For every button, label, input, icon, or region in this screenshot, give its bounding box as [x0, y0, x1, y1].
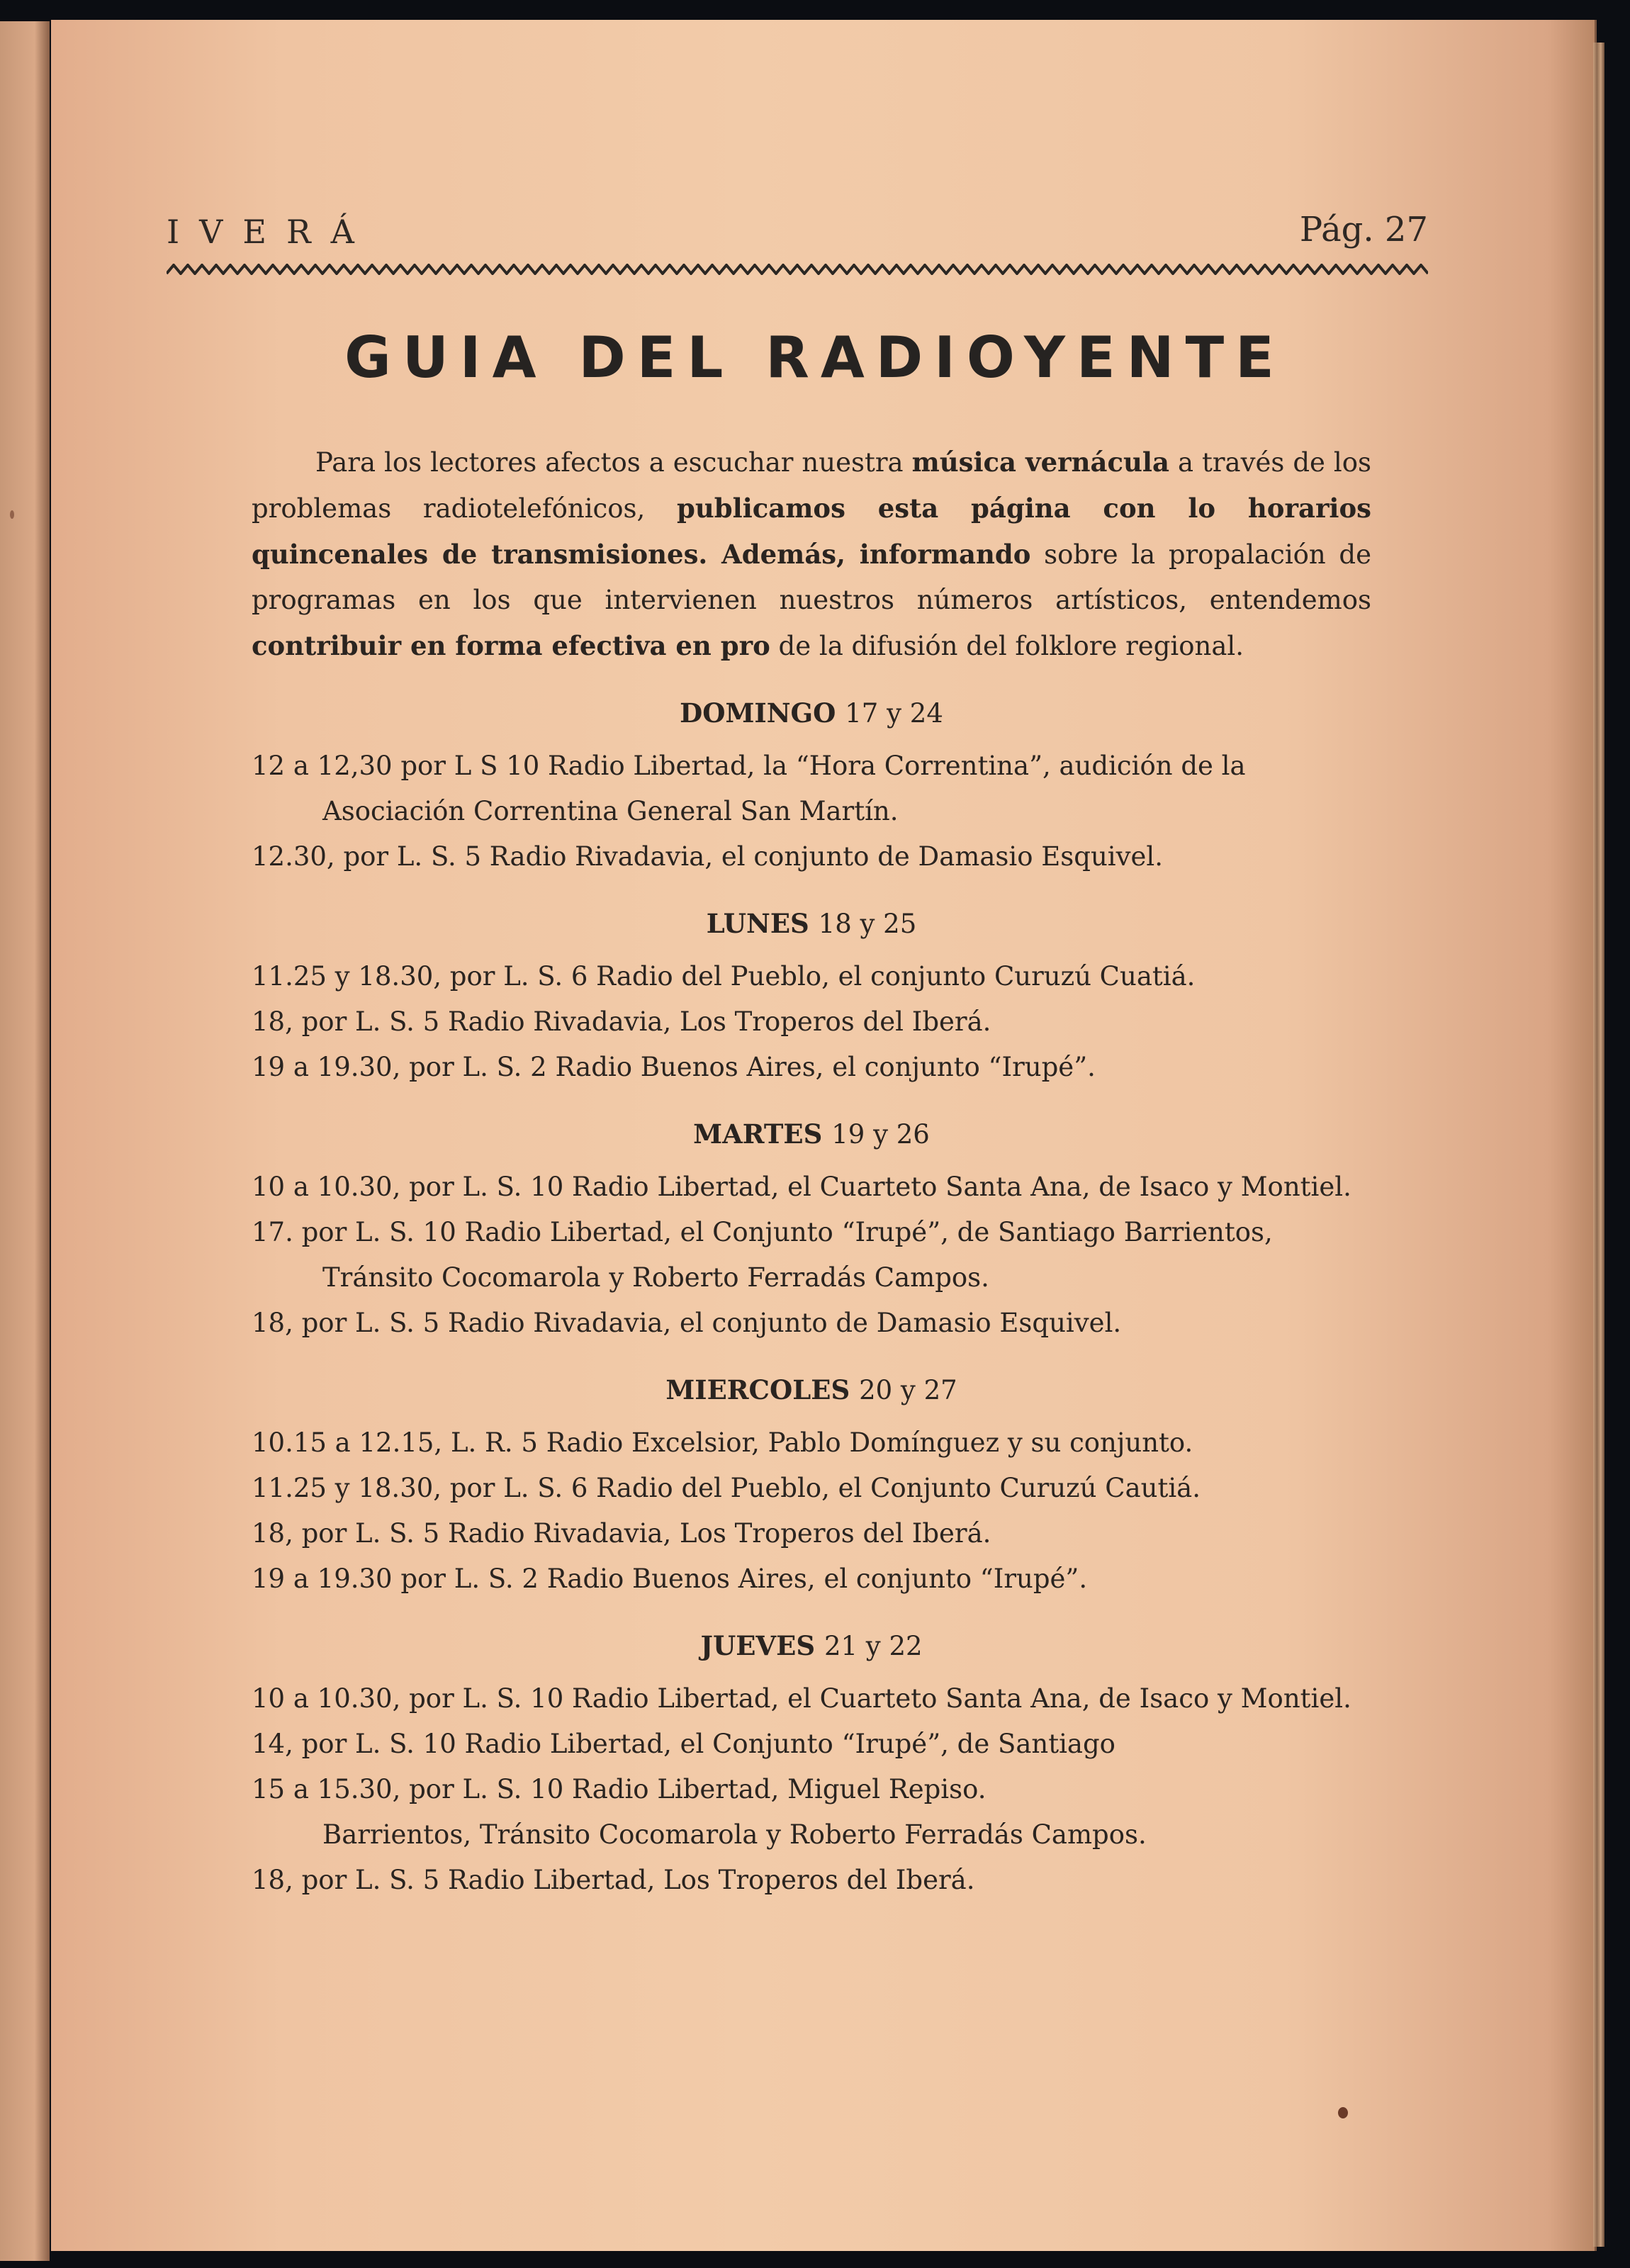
ink-spot: [10, 510, 14, 519]
intro-bold: contribuir en forma efectiva en pro: [252, 630, 770, 661]
schedule: [252, 690, 1371, 1903]
ink-spot: [1338, 2107, 1348, 2118]
running-title: IVERÁ: [167, 213, 374, 251]
day-name: LUNES: [706, 908, 809, 939]
schedule-entry: 19 a 19.30 por L. S. 2 Radio Buenos Aires, el conjunto “Irupé”.: [252, 1564, 1088, 1594]
schedule-entry: 17. por L. S. 10 Radio Libertad, el Conjunto “Irupé”, de Santiago Barrientos, Tránsito Cocomarola y Roberto Ferradás Campos.: [252, 1217, 1273, 1293]
page-header: [167, 206, 1428, 262]
schedule-entry: 15 a 15.30, por L. S. 10 Radio Libertad, Miguel Repiso.: [252, 1774, 987, 1804]
intro-bold: música vernácula: [911, 447, 1169, 478]
schedule-entry: 10 a 10.30, por L. S. 10 Radio Libertad, el Cuarteto Santa Ana, de Isaco y Montiel.: [252, 1683, 1351, 1714]
page-title: GUIA DEL RADIOYENTE: [344, 325, 1286, 391]
day-heading-jueves: [252, 1623, 1371, 1669]
schedule-entry: 11.25 y 18.30, por L. S. 6 Radio del Pueblo, el Conjunto Curuzú Cautiá.: [252, 1473, 1201, 1503]
day-dates: 19 y 26: [831, 1119, 930, 1150]
day-heading-miercoles: [252, 1367, 1371, 1413]
day-name: JUEVES: [700, 1630, 816, 1661]
day-dates: 21 y 22: [824, 1631, 923, 1661]
schedule-entry: 18, por L. S. 5 Radio Rivadavia, el conjunto de Damasio Esquivel.: [252, 1308, 1122, 1338]
intro-text: de la difusión del folklore regional.: [770, 631, 1244, 661]
intro-paragraph: [252, 439, 1371, 669]
schedule-entry: 18, por L. S. 5 Radio Libertad, Los Troperos del Iberá.: [252, 1865, 975, 1895]
day-dates: 20 y 27: [859, 1375, 957, 1405]
day-dates: 17 y 24: [845, 698, 943, 729]
schedule-entry: 10 a 10.30, por L. S. 10 Radio Libertad, el Cuarteto Santa Ana, de Isaco y Montiel.: [252, 1172, 1351, 1202]
article-body: [252, 439, 1371, 1903]
schedule-entry: 19 a 19.30, por L. S. 2 Radio Buenos Aires, el conjunto “Irupé”.: [252, 1052, 1096, 1082]
intro-text: sobre la propalación de programas en los que intervienen nuestros números artísticos, entendemos: [252, 539, 1372, 615]
day-heading-domingo: [252, 690, 1371, 736]
schedule-entry: 11.25 y 18.30, por L. S. 6 Radio del Pueblo, el conjunto Curuzú Cuatiá.: [252, 961, 1196, 992]
zigzag-rule: [167, 264, 1428, 275]
intro-bold: publicamos esta página con lo horarios quincenales de transmisiones. Además, informando: [252, 493, 1371, 570]
day-heading-lunes: [252, 901, 1371, 947]
schedule-entry: 18, por L. S. 5 Radio Rivadavia, Los Troperos del Iberá.: [252, 1518, 991, 1549]
schedule-entry: 18, por L. S. 5 Radio Rivadavia, Los Troperos del Iberá.: [252, 1006, 991, 1037]
intro-text: a través de los problemas radiotelefónicos,: [252, 447, 1371, 524]
intro-text: Para los lectores afectos a escuchar nuestra: [315, 447, 912, 478]
schedule-entry: 12 a 12,30 por L S 10 Radio Libertad, la “Hora Correntina”, audición de la Asociación Correntina General San Martín.: [252, 751, 1246, 826]
day-name: DOMINGO: [680, 697, 836, 729]
page-number: Pág. 27: [1299, 210, 1428, 249]
schedule-entry: 10.15 a 12.15, L. R. 5 Radio Excelsior, Pablo Domínguez y su conjunto.: [252, 1427, 1193, 1458]
day-dates: 18 y 25: [818, 909, 917, 939]
day-name: MIERCOLES: [665, 1374, 850, 1405]
schedule-entry: 14, por L. S. 10 Radio Libertad, el Conjunto “Irupé”, de Santiago: [252, 1729, 1115, 1759]
day-heading-martes: [252, 1111, 1371, 1157]
schedule-entry: Barrientos, Tránsito Cocomarola y Roberto Ferradás Campos.: [322, 1819, 1147, 1850]
schedule-entry: 12.30, por L. S. 5 Radio Rivadavia, el conjunto de Damasio Esquivel.: [252, 841, 1164, 872]
day-name: MARTES: [693, 1118, 823, 1150]
